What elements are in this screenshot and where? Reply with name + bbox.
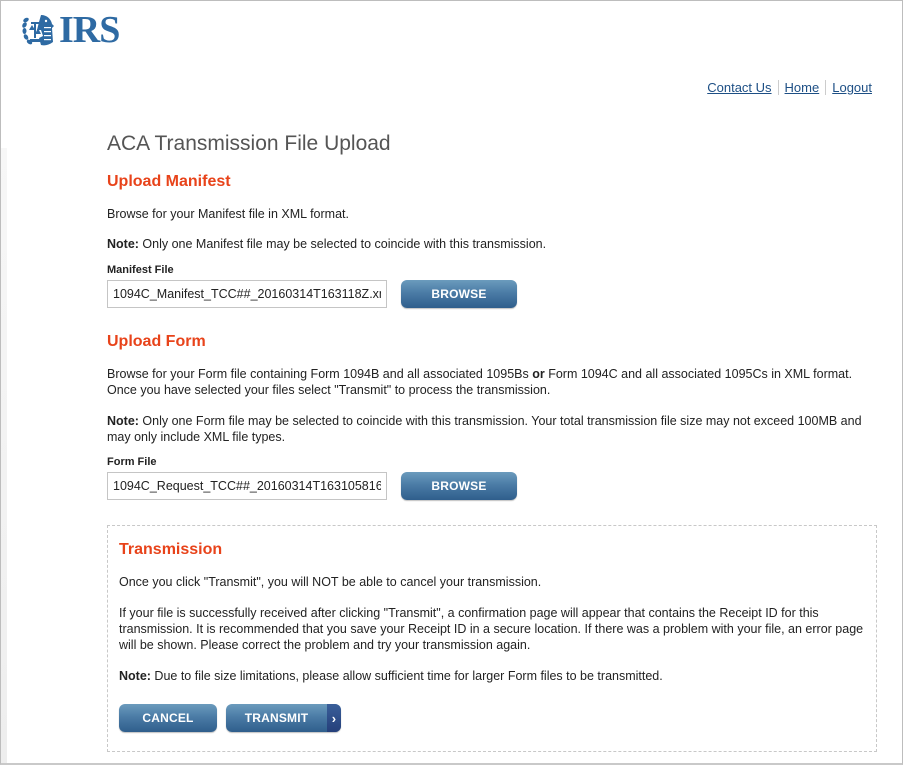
manifest-note [107, 236, 877, 252]
transmission-note [119, 668, 865, 684]
note-label: Note: [119, 669, 151, 683]
note-text: Due to file size limitations, please allow sufficient time for larger Form files to be transmitted. [150, 669, 663, 683]
note-label: Note: [107, 414, 139, 428]
main-content [107, 130, 877, 500]
action-buttons [119, 704, 865, 732]
page-title: ACA Transmission File Upload [107, 132, 391, 155]
form-note [107, 413, 877, 445]
note-text: Only one Form file may be selected to coincide with this transmission. Your total transmission file size may not exceed 100MB and may only include XML file types. [107, 414, 862, 444]
transmission-warning: Once you click "Transmit", you will NOT be able to cancel your transmission. [119, 575, 542, 589]
home-link[interactable]: Home [784, 80, 820, 95]
transmit-label: TRANSMIT [244, 711, 309, 725]
nav-divider [778, 80, 779, 95]
upload-form-heading: Upload Form [107, 333, 206, 350]
chevron-right-icon: › [327, 704, 341, 732]
transmission-panel [107, 525, 877, 752]
transmission-heading: Transmission [119, 541, 223, 558]
irs-eagle-icon [21, 12, 57, 48]
logo-text: IRS [59, 9, 120, 51]
manifest-file-row [107, 280, 877, 308]
cancel-button[interactable]: CANCEL [119, 704, 217, 732]
top-nav [707, 80, 872, 95]
note-label: Note: [107, 237, 139, 251]
upload-manifest-heading: Upload Manifest [107, 173, 231, 190]
form-browse-button[interactable]: BROWSE [401, 472, 517, 500]
nav-divider [825, 80, 826, 95]
left-edge-strip [1, 148, 7, 763]
manifest-browse-button[interactable]: BROWSE [401, 280, 517, 308]
form-file-label: Form File [107, 456, 157, 468]
manifest-file-label: Manifest File [107, 264, 174, 276]
transmit-button[interactable] [226, 704, 341, 732]
logout-link[interactable]: Logout [832, 80, 872, 95]
irs-logo[interactable] [21, 9, 120, 51]
form-description: Browse for your Form file containing Form 1094B and all associated 1095Bs or Form 1094C and all associated 1095Cs in XML format. Once you have selected your files select "Transmit" to process the transmission. [107, 367, 853, 397]
form-file-input[interactable] [107, 472, 387, 500]
manifest-file-input[interactable] [107, 280, 387, 308]
note-text: Only one Manifest file may be selected to coincide with this transmission. [138, 237, 547, 251]
contact-us-link[interactable]: Contact Us [707, 80, 772, 95]
manifest-description: Browse for your Manifest file in XML format. [107, 207, 349, 221]
form-file-row [107, 472, 877, 500]
transmission-info: If your file is successfully received after clicking "Transmit", a confirmation page will appear that contains the Receipt ID for this transmission. It is recommended that you save your Receipt ID in a secure location. If there was a problem with your file, an error page will be shown. Please correct the problem and try your transmission again. [119, 606, 864, 652]
